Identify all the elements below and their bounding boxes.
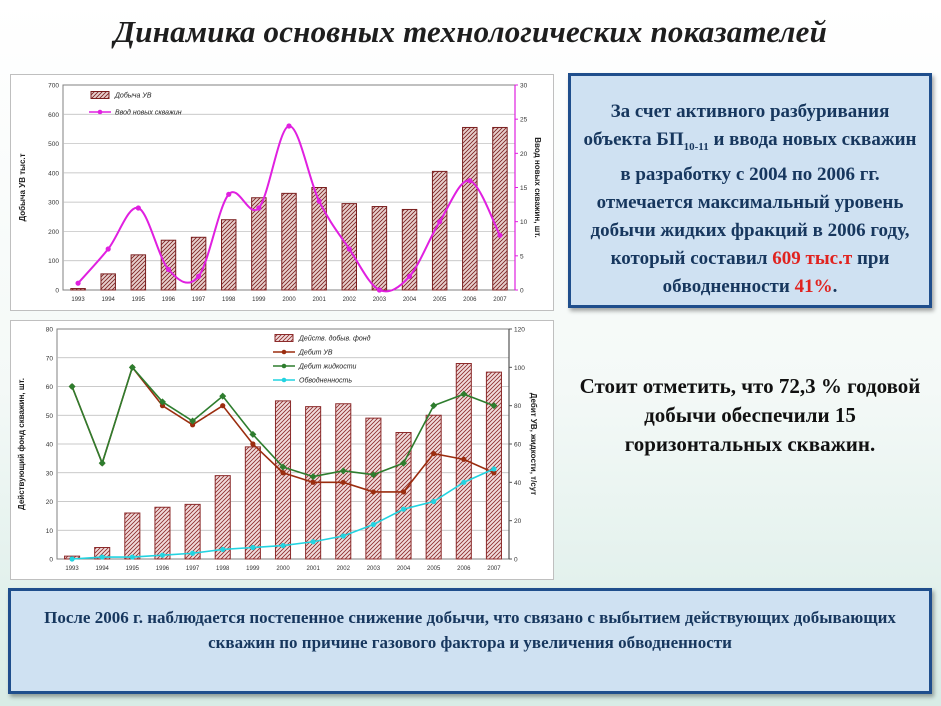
y-tick-label: 300 [48, 199, 59, 207]
bar [161, 240, 175, 290]
y-tick-label: 0 [49, 556, 53, 564]
bar [215, 476, 230, 559]
x-tick-label: 2003 [372, 297, 387, 303]
legend-label: Дебит жидкости [299, 363, 357, 371]
data-point [160, 553, 165, 558]
data-point [497, 233, 502, 238]
y-tick-label: 40 [45, 441, 53, 449]
x-tick-label: 1999 [246, 566, 260, 572]
data-point [256, 205, 261, 210]
data-point [75, 281, 80, 286]
chart-production-panel [10, 74, 554, 311]
data-point [431, 499, 436, 504]
info-text-part2: и ввода новых скважин в разработку с 2004 по 2006 гг. отмечается максимальный уровень добычи жидких фракций в 2006 году, который составил [590, 129, 917, 269]
info-box-decline [8, 588, 932, 694]
data-point [226, 192, 231, 197]
x-tick-label: 1996 [155, 566, 170, 572]
x-tick-label: 1998 [216, 566, 230, 572]
data-point [341, 533, 346, 538]
y2-axis-title: Дебит УВ, жидкости, т/сут [529, 392, 538, 496]
x-tick-label: 2001 [312, 297, 326, 303]
data-point [250, 441, 255, 446]
y2-tick-label: 0 [514, 556, 518, 564]
y-tick-label: 10 [45, 527, 53, 535]
bar [125, 513, 140, 559]
bar [155, 507, 170, 559]
y-tick-label: 60 [45, 384, 53, 391]
legend-label: Ввод новых скважин [115, 109, 182, 117]
chart-production [11, 75, 553, 310]
bar [252, 198, 266, 290]
legend-label: Дебит УВ [299, 349, 333, 357]
y-tick-label: 700 [48, 82, 59, 90]
data-point [190, 551, 195, 556]
bar [493, 127, 507, 290]
x-tick-label: 2005 [426, 566, 441, 572]
x-tick-label: 2007 [493, 297, 507, 303]
highlight-water-cut: 41% [794, 275, 833, 297]
data-point [437, 219, 442, 224]
x-tick-label: 1998 [222, 297, 236, 303]
bar [222, 220, 236, 290]
y-tick-label: 50 [45, 412, 53, 420]
x-tick-label: 1994 [95, 566, 109, 572]
x-tick-label: 1995 [125, 566, 140, 572]
legend-marker [98, 110, 103, 115]
chart-wells-debit [11, 321, 553, 579]
data-point [341, 480, 346, 485]
y-tick-label: 70 [45, 355, 53, 363]
data-point [166, 267, 171, 272]
bar [486, 372, 501, 559]
x-tick-label: 2006 [457, 566, 471, 572]
legend-label: Обводненность [299, 377, 352, 385]
bar [463, 127, 477, 290]
y-tick-label: 0 [55, 287, 59, 295]
x-tick-label: 1993 [65, 566, 79, 572]
data-point [130, 554, 135, 559]
x-tick-label: 2004 [396, 566, 411, 572]
legend-marker [282, 350, 287, 355]
bar [101, 274, 115, 290]
data-point [106, 246, 111, 251]
x-tick-label: 1997 [191, 297, 206, 303]
data-point [371, 522, 376, 527]
x-tick-label: 2002 [336, 566, 350, 572]
y2-tick-label: 30 [520, 82, 528, 90]
chart-wells-panel [10, 320, 554, 580]
x-tick-label: 2000 [282, 297, 296, 303]
decline-text: После 2006 г. наблюдается постепенное снижение добычи, что связано с выбытием действующих добывающих скважин по причине газового фактора и увеличения обводненности [44, 608, 896, 652]
y2-tick-label: 15 [520, 185, 528, 192]
object-subscript: 10-11 [683, 140, 709, 153]
x-tick-label: 2005 [432, 297, 447, 303]
bar [245, 447, 260, 559]
data-point [69, 556, 74, 561]
data-point [196, 274, 201, 279]
legend-label: Действ. добыв. фонд [299, 335, 371, 343]
x-tick-label: 1993 [71, 297, 85, 303]
bar [426, 415, 441, 559]
data-point [220, 403, 225, 408]
x-tick-label: 1995 [131, 297, 146, 303]
data-point [136, 205, 141, 210]
y2-tick-label: 5 [520, 253, 524, 261]
x-tick-label: 2001 [306, 566, 320, 572]
data-point [311, 480, 316, 485]
y-tick-label: 80 [45, 326, 53, 334]
data-point [371, 489, 376, 494]
data-point [286, 123, 291, 128]
y2-tick-label: 80 [514, 403, 522, 411]
legend-swatch [91, 92, 109, 99]
legend-label: Добыча УВ [115, 92, 152, 100]
x-tick-label: 2002 [342, 297, 356, 303]
data-point [280, 543, 285, 548]
y2-tick-label: 120 [514, 326, 525, 334]
highlight-production-value: 609 тыс.т [772, 247, 853, 269]
legend-swatch [275, 335, 293, 342]
data-point [280, 470, 285, 475]
y-tick-label: 400 [48, 170, 59, 178]
data-point [250, 545, 255, 550]
y-axis-title: Действующий фонд скважин, шт. [17, 378, 26, 510]
x-tick-label: 2006 [463, 297, 477, 303]
data-point [467, 178, 472, 183]
data-point [461, 480, 466, 485]
y2-axis-title: Ввод новых скважин, шт. [533, 137, 542, 238]
y2-tick-label: 20 [520, 150, 528, 158]
x-tick-label: 1997 [185, 566, 200, 572]
legend-marker [282, 378, 287, 383]
data-point [377, 287, 382, 292]
y-tick-label: 500 [48, 141, 59, 149]
data-point [317, 199, 322, 204]
info-text-part3: при обводненности [662, 247, 890, 297]
bar [372, 207, 386, 290]
bar [131, 255, 145, 290]
x-tick-label: 2000 [276, 566, 290, 572]
data-point [401, 507, 406, 512]
y-tick-label: 30 [45, 470, 53, 478]
y-tick-label: 200 [48, 228, 59, 236]
data-point [347, 246, 352, 251]
y-axis-title: Добыча УВ тыс.т [18, 153, 27, 222]
x-tick-label: 2003 [366, 566, 381, 572]
y2-tick-label: 10 [520, 219, 528, 227]
data-point [401, 489, 406, 494]
info-box-production [568, 73, 932, 308]
bar [366, 418, 381, 559]
y2-tick-label: 20 [514, 518, 522, 526]
data-point [100, 554, 105, 559]
data-point [491, 466, 496, 471]
info-text-part4: . [832, 275, 838, 297]
info-text-part1: За счет активного разбуривания объекта БП [583, 101, 890, 150]
data-point [431, 451, 436, 456]
y-tick-label: 100 [48, 258, 59, 266]
y2-tick-label: 60 [514, 441, 522, 449]
y2-tick-label: 100 [514, 364, 525, 372]
slide-title: Динамика основных технологических показателей [113, 14, 828, 49]
y2-tick-label: 0 [520, 287, 524, 295]
y-tick-label: 20 [45, 499, 53, 506]
legend-marker [282, 364, 287, 369]
data-point [461, 457, 466, 462]
x-tick-label: 2004 [402, 297, 417, 303]
data-point [311, 539, 316, 544]
x-tick-label: 1999 [252, 297, 266, 303]
x-tick-label: 1994 [101, 297, 115, 303]
bar [71, 289, 85, 290]
data-point [220, 547, 225, 552]
y2-tick-label: 25 [520, 116, 528, 124]
data-point [407, 274, 412, 279]
x-tick-label: 1996 [161, 297, 176, 303]
bar [282, 193, 296, 290]
y2-tick-label: 40 [514, 479, 522, 487]
bar [275, 401, 290, 559]
y-tick-label: 600 [48, 111, 59, 119]
note-horizontal-wells: Стоит отметить, что 72,3 % годовой добычи обеспечили 15 горизонтальных скважин. [579, 374, 921, 456]
x-tick-label: 2007 [487, 566, 501, 572]
